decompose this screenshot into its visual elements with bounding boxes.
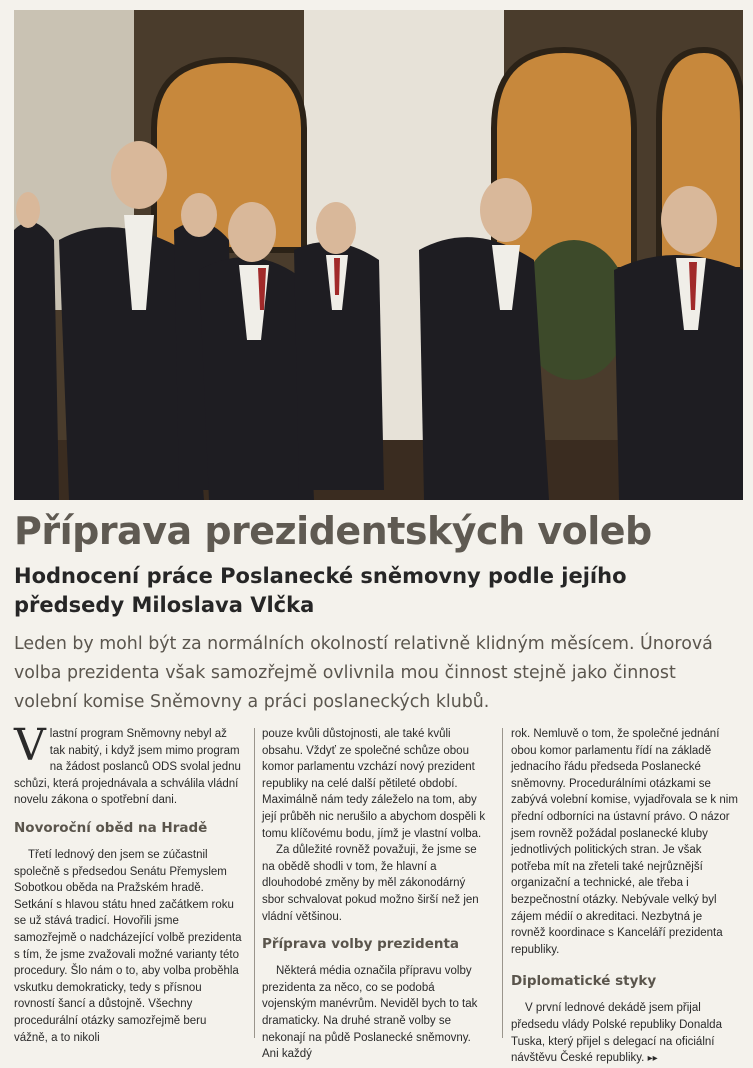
column-divider: [502, 728, 503, 1038]
article-subhead: Hodnocení práce Poslanecké sněmovny podle jejího předsedy Miloslava Vlčka: [14, 564, 627, 617]
body-paragraph: pouze kvůli důstojnosti, ale také kvůli obsahu. Vždyť ze společné schůze obou komor parlamentu vzchází nový prezident republiky na celé další pětileté období. Maximálně nám tedy záleželo na tom, aby její průběh nic nerušilo a abychom dospěli k tomu klíčovému bodu, jímž je vlastní volba.: [262, 728, 486, 840]
section-heading: Novoroční oběd na Hradě: [14, 819, 208, 836]
section-heading: Diplomatické styky: [511, 973, 657, 990]
photo-illustration: [14, 10, 743, 500]
drop-cap: V: [14, 720, 46, 771]
article-column-3: [511, 726, 739, 1068]
section-heading: Příprava volby prezidenta: [262, 936, 460, 953]
column-divider: [254, 728, 255, 1038]
intro-text: lastní program Sněmovny nebyl až tak nabitý, i když jsem mimo program na žádost poslanců ODS svolal jednu schůzi, která projednávala a schválila vládní novelu zákona o spotřební dani.: [14, 728, 241, 807]
body-paragraph: Některá média označila přípravu volby prezidenta za něco, co se podobá vojenským manévrům. Neviděl bych to tak dramaticky. Na druhé straně volby se nekonají na půdě Poslanecké sněmovny. Ani každý: [262, 965, 478, 1061]
body-text: V první lednové dekádě jsem přijal předsedu vlády Polské republiky Donalda Tuska, který přijel s delegací na oficiální návštěvu České republiky.: [511, 1002, 722, 1065]
article-headline: Příprava prezidentských voleb: [14, 509, 652, 553]
article-column-2: [262, 726, 490, 1063]
article-column-1: [14, 720, 242, 1046]
body-paragraph: rok. Nemluvě o tom, že společné jednání obou komor parlamentu řídí na základě jednacího řádu předseda Poslanecké sněmovny. Procedurálními otázkami se zabývá volební komise, vyjadřovala se k nim přední odborníci na ústavní právo. O názor jsem rovněž požádal poslanecké kluby jednotlivých politických stran. Je však potřeba mít na zřeteli také nejrůznější organizační a technické, ale třeba i bezpečnostní otázky. Nebývale velký byl zájem médií o akreditaci. Nezbytná je rovněž koordinace s Kanceláří prezidenta republiky.: [511, 728, 738, 956]
body-paragraph: Třetí lednový den jsem se zúčastnil společně s předsedou Senátu Přemyslem Sobotkou oběda na Pražském hradě. Setkání s hlavou státu hned začátkem roku se už stává tradicí. Hovořili jsme samozřejmě o nadcházející volbě prezidenta s tím, že jsme zvažovali možné varianty této procedury. Šlo nám o to, aby volba proběhla vskutku demokraticky, tedy s přísnou rovností šancí a důstojně. Všechny procedurální otázky samozřejmě beru vážně, a to nikoli: [14, 848, 242, 1044]
body-paragraph: Za důležité rovněž považuji, že jsme se na obědě shodli v tom, že hlavní a dlouhodobé změny by měl zákonodárný sbor schvalovat pokud možno širší než jen vládní většinou.: [262, 844, 479, 923]
article-lead: Leden by mohl být za normálních okolností relativně klidným měsícem. Únorová volba prezidenta však samozřejmě ovlivnila mou činnost stejně jako činnost volební komise Sněmovny a práci poslaneckých klubů.: [14, 634, 713, 712]
article-photo: [14, 10, 743, 500]
intro-paragraph: [14, 720, 242, 809]
continue-arrow-icon: ▸▸: [647, 1053, 658, 1065]
body-paragraph: [511, 1000, 739, 1067]
